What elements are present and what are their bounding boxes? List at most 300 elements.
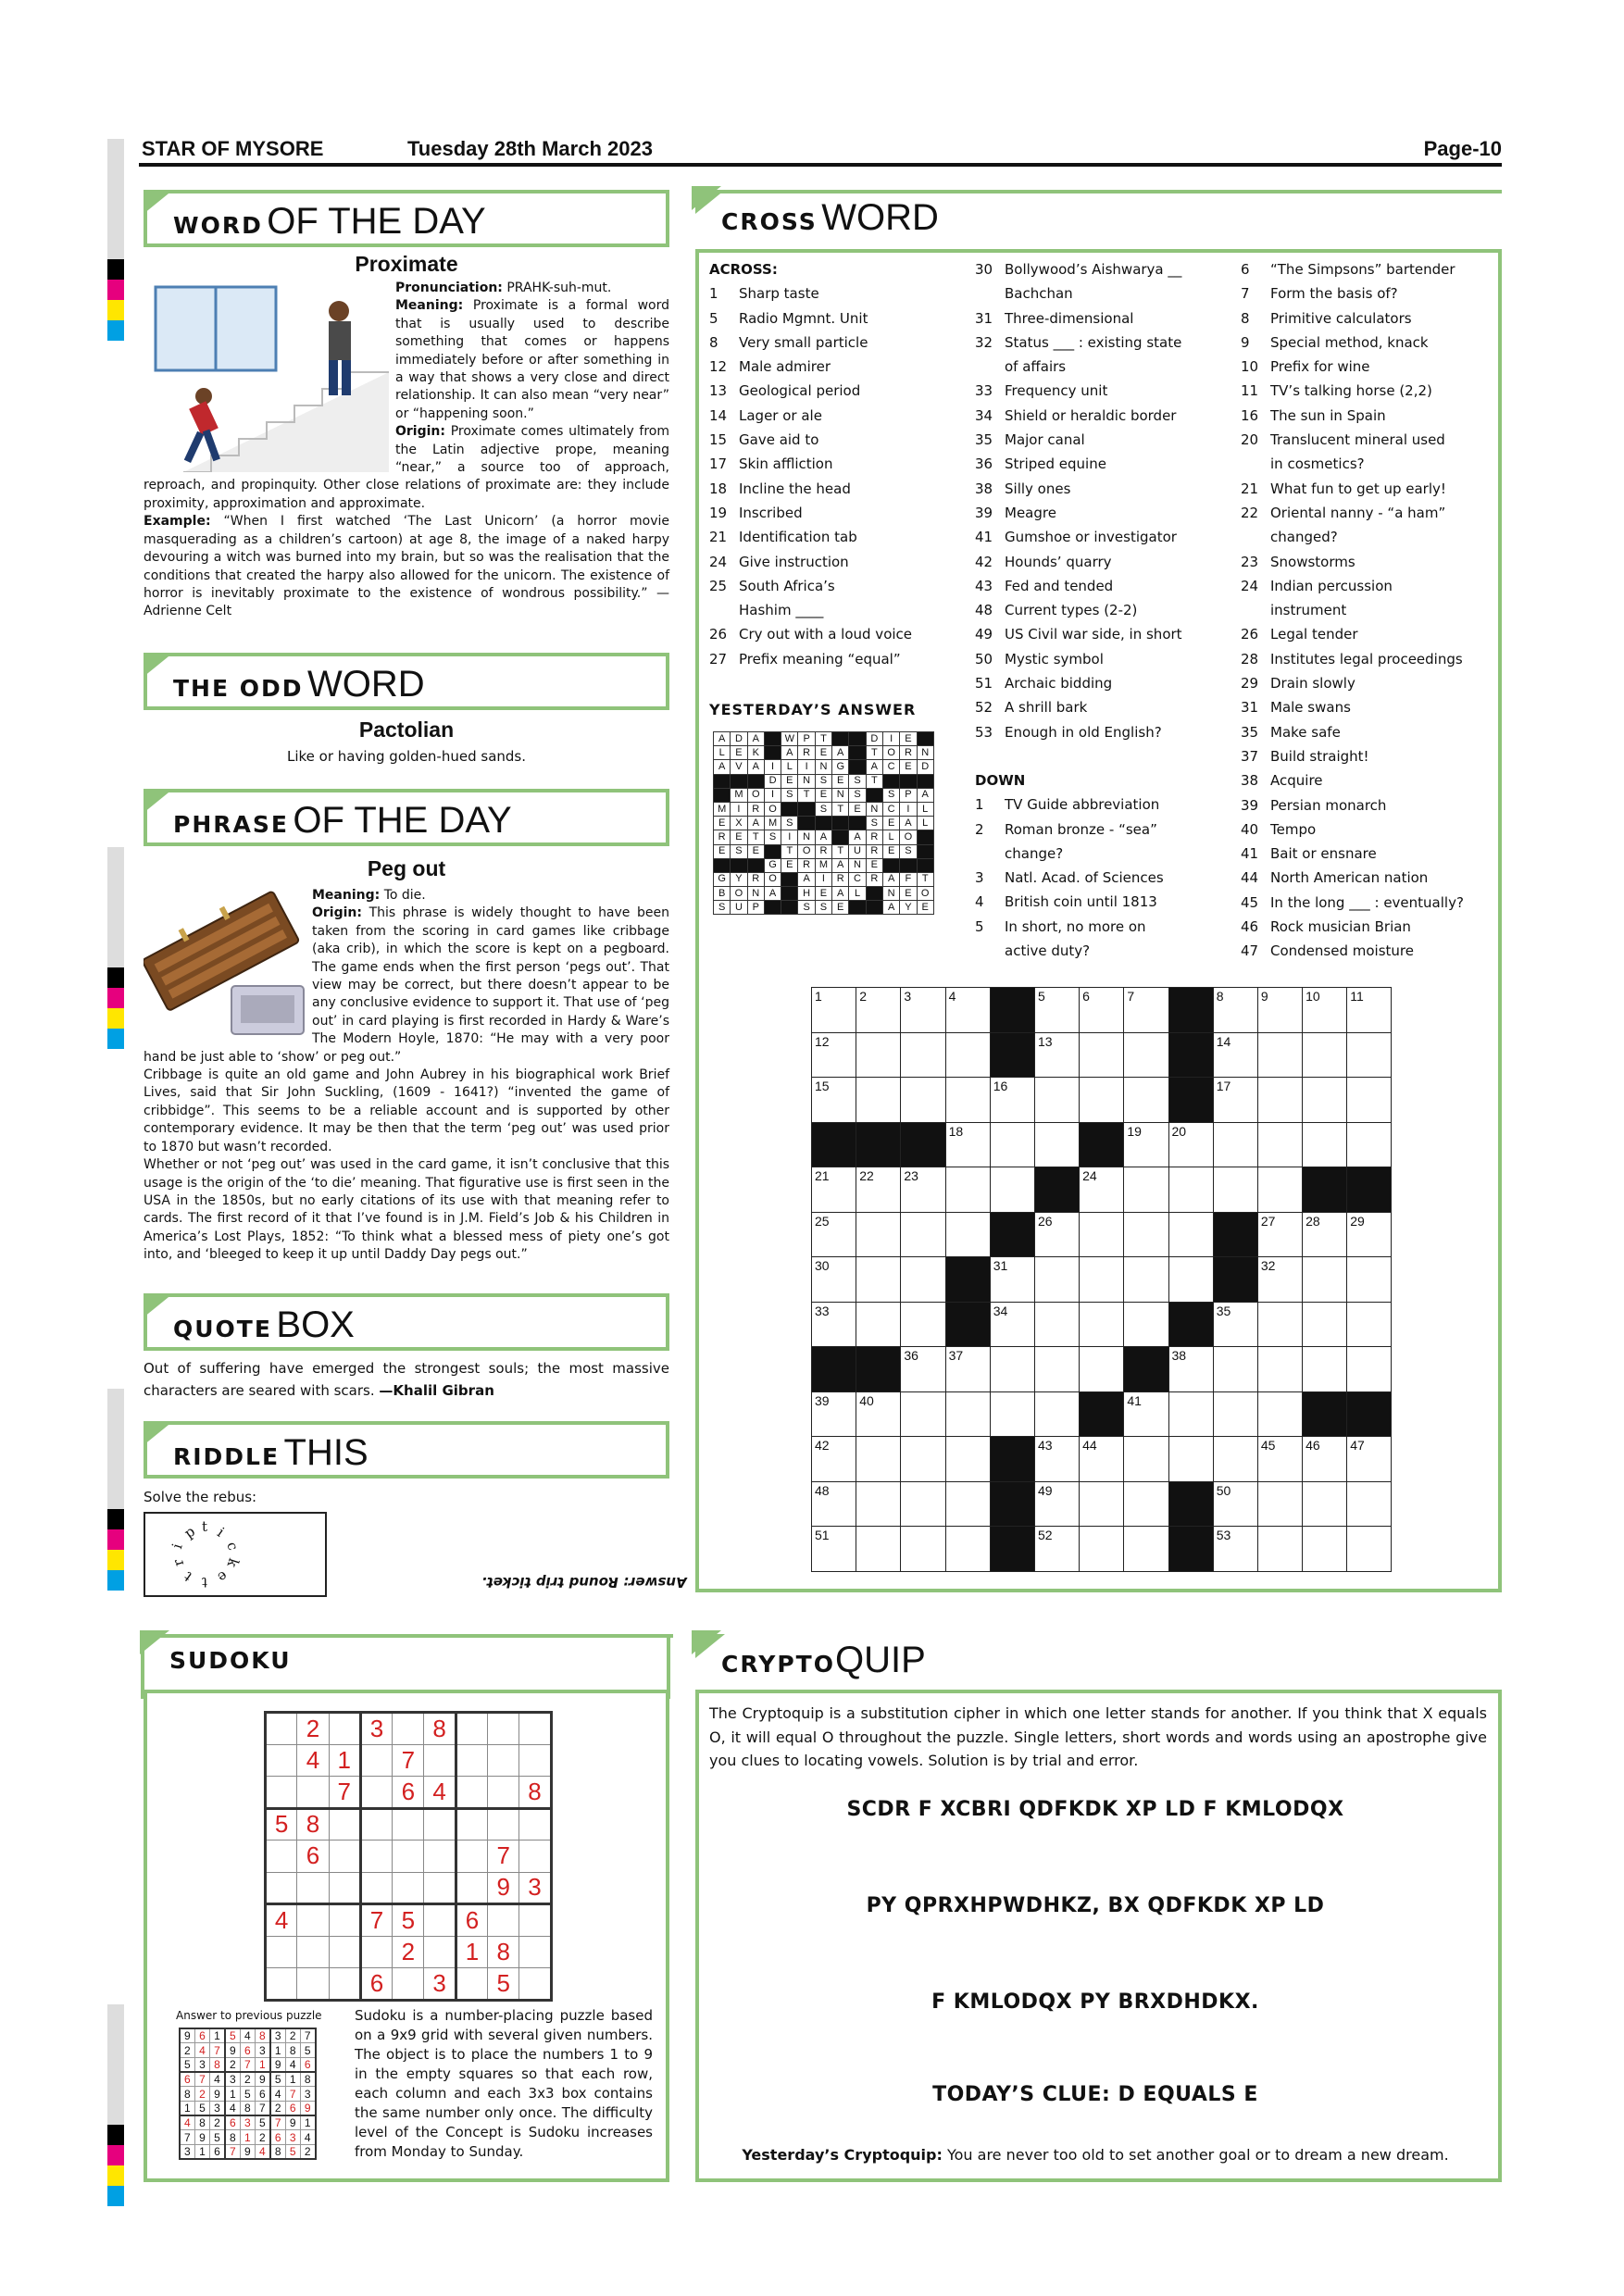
sudoku-cell[interactable] [393,1808,424,1841]
crossword-cell[interactable]: 24 [1080,1167,1124,1213]
crossword-cell[interactable]: 19 [1124,1122,1168,1167]
crossword-cell[interactable] [1257,1481,1302,1527]
sudoku-cell[interactable]: 8 [297,1808,329,1841]
crossword-cell[interactable] [1034,1078,1079,1123]
sudoku-cell[interactable] [360,1777,392,1809]
crossword-black-cell [990,1437,1034,1482]
sudoku-cell[interactable] [329,1808,360,1841]
crossword-cell[interactable]: 20 [1168,1122,1213,1167]
sudoku-cell[interactable] [266,1936,297,1968]
crossword-cell[interactable] [945,1032,990,1078]
crossword-cell[interactable] [901,1527,945,1572]
crossword-cell[interactable] [990,1347,1034,1392]
crossword-cell[interactable] [901,1481,945,1527]
previous-sudoku-cell: 6 [285,2101,300,2115]
crossword-cell[interactable] [990,1391,1034,1437]
answer-cell: A [866,760,882,774]
answer-cell: I [900,802,917,816]
crossword-cell[interactable] [1303,1302,1347,1347]
sudoku-cell[interactable] [424,1936,456,1968]
clue-number [975,355,1005,379]
sudoku-cell[interactable]: 7 [360,1904,392,1937]
answer-cell: W [781,732,798,746]
crossword-cell[interactable] [1034,1302,1079,1347]
previous-sudoku-cell: 2 [300,2145,315,2160]
crossword-cell[interactable] [1168,1391,1213,1437]
crossword-cell[interactable]: 16 [990,1078,1034,1123]
crossword-cell[interactable] [1303,1347,1347,1392]
sudoku-cell[interactable] [360,1936,392,1968]
crossword-cell[interactable]: 10 [1303,988,1347,1033]
crossword-cell[interactable] [1168,1167,1213,1213]
sudoku-cell[interactable] [456,1841,487,1873]
sudoku-cell[interactable] [519,1968,551,2001]
crossword-cell[interactable] [856,1527,901,1572]
crossword-cell[interactable]: 27 [1257,1212,1302,1257]
answer-cell: A [781,746,798,760]
crossword-cell[interactable]: 1 [812,988,856,1033]
sudoku-cell[interactable] [456,1713,487,1745]
answer-cell: S [815,802,831,816]
rebus-letter: p [181,1522,199,1541]
header-big-text: BOX [276,1304,355,1345]
sudoku-cell[interactable] [424,1744,456,1777]
crossword-cell[interactable]: 14 [1213,1032,1257,1078]
sudoku-cell[interactable] [456,1968,487,2001]
crossword-cell[interactable] [945,1078,990,1123]
sudoku-cell[interactable] [266,1713,297,1745]
crossword-cell[interactable]: 28 [1303,1212,1347,1257]
answer-cell: A [714,760,731,774]
clue-number: 30 [975,261,993,278]
clue-item [1241,744,1500,768]
crossword-cell[interactable]: 25 [812,1212,856,1257]
sudoku-cell[interactable]: 3 [519,1872,551,1904]
sudoku-cell[interactable]: 7 [393,1744,424,1777]
crossword-cell[interactable] [945,1527,990,1572]
sudoku-cell[interactable] [329,1872,360,1904]
answer-black-cell [731,774,747,788]
clue-number: 42 [975,553,993,570]
crossword-cell[interactable] [1347,1078,1392,1123]
clue-item [975,792,1234,817]
crossword-cell[interactable]: 32 [1257,1257,1302,1303]
sudoku-cell[interactable] [519,1841,551,1873]
sudoku-cell[interactable]: 7 [488,1841,519,1873]
sudoku-cell[interactable] [297,1872,329,1904]
clue-text: Gumshoe or investigator [1005,529,1177,546]
sudoku-cell[interactable] [297,1777,329,1809]
header-big-text: WORD [306,664,425,705]
crossword-cell[interactable] [1080,1527,1124,1572]
answer-cell: I [781,830,798,844]
crossword-cell[interactable] [1080,1481,1124,1527]
sudoku-cell[interactable] [519,1936,551,1968]
crossword-cell[interactable] [1080,1347,1124,1392]
crossword-black-cell [990,1527,1034,1572]
crossword-cell[interactable] [901,1391,945,1437]
clue-item [975,404,1234,428]
clue-number: 27 [709,650,728,668]
sudoku-cell[interactable] [424,1841,456,1873]
sudoku-cell[interactable] [519,1713,551,1745]
answer-cell: N [815,760,831,774]
clue-text: Gave aid to [739,431,819,449]
crossword-cell[interactable] [945,1481,990,1527]
crossword-cell[interactable] [901,1078,945,1123]
header-big-text: OF THE DAY [267,201,486,242]
crossword-cell[interactable]: 22 [856,1167,901,1213]
clue-item [1241,866,1500,890]
crossword-cell[interactable]: 46 [1303,1437,1347,1482]
crossword-cell[interactable]: 38 [1168,1347,1213,1392]
crossword-cell[interactable]: 7 [1124,988,1168,1033]
crossword-cell[interactable] [856,1481,901,1527]
crossword-cell[interactable] [1257,1078,1302,1123]
quote-author: —Khalil Gibran [379,1382,494,1399]
crossword-cell[interactable] [856,1032,901,1078]
clue-item [1241,647,1500,671]
sudoku-cell[interactable] [266,1777,297,1809]
answer-cell: I [731,802,747,816]
crossword-cell[interactable] [1303,1078,1347,1123]
sudoku-cell[interactable] [393,1872,424,1904]
answer-cell: G [714,872,731,886]
sudoku-cell[interactable] [456,1744,487,1777]
crossword-cell[interactable] [901,1437,945,1482]
sudoku-cell[interactable] [519,1808,551,1841]
sudoku-cell[interactable] [488,1777,519,1809]
sudoku-cell[interactable]: 4 [424,1777,456,1809]
sudoku-cell[interactable]: 1 [456,1936,487,1968]
clue-number: 41 [975,529,993,546]
sudoku-cell[interactable]: 6 [360,1968,392,2001]
crossword-cell[interactable] [1080,1032,1124,1078]
crossword-cell[interactable]: 48 [812,1481,856,1527]
crossword-cell[interactable]: 37 [945,1347,990,1392]
crossword-cell[interactable] [1347,1347,1392,1392]
answer-cell: N [747,887,764,901]
clue-text: Cry out with a loud voice [739,626,913,643]
sudoku-cell[interactable]: 7 [329,1777,360,1809]
crossword-cell[interactable]: 3 [901,988,945,1033]
sudoku-cell[interactable] [360,1872,392,1904]
cryptoquip-clue: TODAY’S CLUE: D EQUALS E [932,2083,1258,2106]
crossword-cell[interactable]: 34 [990,1302,1034,1347]
clue-text: A shrill bark [1005,699,1088,717]
crossword-cell[interactable]: 9 [1257,988,1302,1033]
cryptoquip-intro: The Cryptoquip is a substitution cipher in which one letter stands for another. If you think that X equals O, it will equal O throughout the puzzle. Single letters, short words and words using an apostrophe give you clues to locating vowels. Solution is by trial and error. [709,1704,1487,1769]
crossword-cell[interactable] [1168,1257,1213,1303]
crossword-cell[interactable] [1213,1437,1257,1482]
meaning-text: Proximate is a formal word that is usually used to describe something that comes or happens immediately before or after something in a way that shows a very close and direct relationship. It can also mean “very near” or “happening soon.” [395,298,670,421]
crossword-cell[interactable] [1124,1032,1168,1078]
crossword-cell[interactable]: 53 [1213,1527,1257,1572]
crossword-cell[interactable]: 51 [812,1527,856,1572]
clue-text: Legal tender [1270,626,1358,643]
crossword-cell[interactable] [1080,1078,1124,1123]
crossword-cell[interactable] [1034,1347,1079,1392]
crossword-cell[interactable] [1213,1167,1257,1213]
crossword-cell[interactable]: 43 [1034,1437,1079,1482]
sudoku-cell[interactable] [360,1744,392,1777]
crossword-cell[interactable]: 49 [1034,1481,1079,1527]
crossword-cell[interactable] [1303,1257,1347,1303]
sudoku-cell[interactable]: 5 [488,1968,519,2001]
sudoku-cell[interactable]: 9 [488,1872,519,1904]
crossword-black-cell [1213,1257,1257,1303]
crossword-cell[interactable]: 2 [856,988,901,1033]
crossword-cell[interactable]: 6 [1080,988,1124,1033]
crossword-cell[interactable] [1347,1481,1392,1527]
crossword-cell[interactable] [901,1032,945,1078]
crossword-cell[interactable] [1303,1122,1347,1167]
sudoku-cell[interactable]: 3 [360,1713,392,1745]
sudoku-cell[interactable] [329,1936,360,1968]
clue-text: Lager or ale [739,406,822,424]
sudoku-cell[interactable]: 2 [393,1936,424,1968]
crossword-cell[interactable] [1303,1032,1347,1078]
sudoku-cell[interactable] [519,1904,551,1937]
crossword-cell[interactable]: 31 [990,1257,1034,1303]
crossword-cell[interactable]: 17 [1213,1078,1257,1123]
crossword-cell[interactable]: 11 [1347,988,1392,1033]
sudoku-cell[interactable] [393,1713,424,1745]
sudoku-cell[interactable]: 8 [519,1777,551,1809]
sudoku-cell[interactable]: 5 [393,1904,424,1937]
answer-cell: N [917,746,933,760]
crossword-cell[interactable]: 42 [812,1437,856,1482]
crossword-cell[interactable] [901,1302,945,1347]
clue-text: Meagre [1005,504,1056,521]
crossword-cell[interactable]: 30 [812,1257,856,1303]
answer-cell: X [731,817,747,830]
sudoku-cell[interactable]: 2 [297,1713,329,1745]
sudoku-cell[interactable] [329,1713,360,1745]
answer-cell: C [882,802,899,816]
crossword-cell[interactable] [1303,1527,1347,1572]
crossword-cell[interactable] [1213,1347,1257,1392]
clue-number: 5 [709,309,718,327]
crossword-cell[interactable]: 5 [1034,988,1079,1033]
crossword-cell[interactable] [1347,1527,1392,1572]
odd-word-title: Pactolian [358,718,455,742]
crossword-cell[interactable] [1347,1122,1392,1167]
crossword-cell[interactable] [1257,1527,1302,1572]
sudoku-cell[interactable] [424,1904,456,1937]
crossword-cell[interactable] [945,1167,990,1213]
sudoku-cell[interactable] [360,1841,392,1873]
crossword-cell[interactable] [1124,1257,1168,1303]
crossword-cell[interactable] [856,1302,901,1347]
sudoku-cell[interactable] [424,1808,456,1841]
clue-text: Archaic bidding [1005,675,1113,693]
sudoku-cell[interactable] [297,1904,329,1937]
sudoku-cell[interactable] [456,1808,487,1841]
crossword-cell[interactable]: 36 [901,1347,945,1392]
crossword-cell[interactable]: 44 [1080,1437,1124,1482]
across-label: ACROSS: [709,261,778,278]
clue-item [1241,842,1500,866]
answer-black-cell [781,802,798,816]
crossword-cell[interactable]: 47 [1347,1437,1392,1482]
rebus-letter: t [181,1568,196,1586]
clue-text: Incline the head [739,480,851,497]
sudoku-cell[interactable]: 4 [266,1904,297,1937]
crossword-cell[interactable]: 29 [1347,1212,1392,1257]
crossword-cell[interactable] [901,1257,945,1303]
sudoku-cell[interactable] [488,1904,519,1937]
clue-item [975,281,1234,306]
crossword-cell[interactable]: 33 [812,1302,856,1347]
crossword-cell[interactable] [1168,1212,1213,1257]
crossword-cell[interactable] [1080,1212,1124,1257]
sudoku-cell[interactable]: 8 [424,1713,456,1745]
answer-black-cell [747,858,764,872]
crossword-cell[interactable] [1303,1481,1347,1527]
sudoku-cell[interactable] [266,1744,297,1777]
clue-item [1241,817,1500,842]
previous-sudoku-cell: 9 [225,2043,240,2058]
sudoku-cell[interactable]: 6 [456,1904,487,1937]
sudoku-cell[interactable] [488,1808,519,1841]
sudoku-cell[interactable] [297,1968,329,2001]
crossword-cell[interactable] [1257,1032,1302,1078]
answer-cell: A [917,788,933,802]
crossword-cell[interactable] [990,1122,1034,1167]
sudoku-cell[interactable] [266,1968,297,2001]
crossword-cell[interactable] [1257,1302,1302,1347]
answer-cell: O [917,887,933,901]
sudoku-cell[interactable]: 6 [297,1841,329,1873]
quote-body: Out of suffering have emerged the strongest souls; the most massive characters are seared with scars. [144,1360,669,1399]
crossword-cell[interactable] [1257,1347,1302,1392]
answer-black-cell [917,774,933,788]
crossword-cell[interactable] [856,1437,901,1482]
sudoku-cell[interactable] [329,1904,360,1937]
sudoku-cell[interactable] [488,1744,519,1777]
crossword-cell[interactable]: 15 [812,1078,856,1123]
sudoku-cell[interactable]: 4 [297,1744,329,1777]
crossword-cell[interactable] [945,1391,990,1437]
sudoku-cell[interactable] [488,1713,519,1745]
crossword-cell[interactable] [1347,1032,1392,1078]
clue-item [709,331,968,355]
sudoku-cell[interactable]: 8 [488,1936,519,1968]
previous-sudoku-cell: 5 [300,2043,315,2058]
sudoku-cell[interactable]: 5 [266,1808,297,1841]
previous-sudoku-cell: 7 [255,2101,269,2115]
sudoku-cell[interactable] [456,1872,487,1904]
crossword-cell[interactable] [856,1212,901,1257]
crossword-cell[interactable]: 18 [945,1122,990,1167]
crossword-cell[interactable] [1257,1122,1302,1167]
sudoku-cell[interactable] [393,1841,424,1873]
sudoku-cell[interactable] [456,1777,487,1809]
clue-number: 29 [1241,675,1259,693]
crossword-cell[interactable] [1080,1302,1124,1347]
sudoku-cell[interactable] [266,1872,297,1904]
crossword-cell[interactable]: 41 [1124,1391,1168,1437]
crossword-cell[interactable] [945,1437,990,1482]
crossword-cell[interactable] [1213,1122,1257,1167]
crossword-cell[interactable]: 45 [1257,1437,1302,1482]
clue-number: 35 [1241,723,1259,741]
answer-cell: R [866,830,882,844]
answer-cell: E [731,830,747,844]
crossword-cell[interactable] [1124,1167,1168,1213]
sudoku-cell[interactable] [519,1744,551,1777]
crossword-cell[interactable] [1213,1391,1257,1437]
sudoku-description: Sudoku is a number-placing puzzle based on a 9x9 grid with several given numbers. The object is to place the numbers 1 to 9 in the empty squares so that each row, each column and each 3x3 box contains the same number only once. The difficulty level of the Concept is Sudoku increases from Monday to Sunday. [355,2007,653,2160]
crossword-cell[interactable]: 21 [812,1167,856,1213]
crossword-cell[interactable] [1124,1302,1168,1347]
sudoku-cell[interactable] [297,1936,329,1968]
crossword-cell[interactable]: 39 [812,1391,856,1437]
crossword-cell[interactable]: 50 [1213,1481,1257,1527]
crossword-cell[interactable]: 8 [1213,988,1257,1033]
crossword-cell[interactable] [1347,1302,1392,1347]
header-small-text: WORD [173,212,263,239]
crossword-cell[interactable] [1257,1391,1302,1437]
crossword-cell[interactable]: 12 [812,1032,856,1078]
sudoku-cell[interactable] [360,1808,392,1841]
sudoku-cell[interactable]: 6 [393,1777,424,1809]
crossword-cell[interactable] [1080,1257,1124,1303]
crossword-cell[interactable]: 52 [1034,1527,1079,1572]
yesterday-cryptoquip-text: You are never too old to set another goal or to dream a new dream. [946,2146,1449,2164]
answer-cell: M [764,817,781,830]
crossword-cell[interactable] [1124,1078,1168,1123]
crossword-cell[interactable] [1347,1257,1392,1303]
crossword-cell[interactable] [1034,1391,1079,1437]
crossword-cell[interactable] [1124,1527,1168,1572]
sudoku-cell[interactable] [329,1968,360,2001]
answer-black-cell [764,746,781,760]
answer-black-cell [798,817,815,830]
crossword-cell[interactable] [1034,1257,1079,1303]
crossword-cell[interactable] [990,1167,1034,1213]
sudoku-cell[interactable] [424,1872,456,1904]
clue-text: North American nation [1270,869,1429,887]
crossword-cell[interactable] [1124,1212,1168,1257]
crossword-cell[interactable]: 26 [1034,1212,1079,1257]
crossword-cell[interactable] [901,1212,945,1257]
crossword-cell[interactable] [1257,1167,1302,1213]
answer-cell: T [798,788,815,802]
crossword-cell[interactable] [945,1212,990,1257]
crossword-cell[interactable] [1124,1437,1168,1482]
crossword-cell[interactable] [1124,1481,1168,1527]
crossword-cell[interactable] [1034,1122,1079,1167]
sudoku-cell[interactable] [266,1841,297,1873]
sudoku-cell[interactable]: 1 [329,1744,360,1777]
crossword-cell[interactable]: 4 [945,988,990,1033]
crossword-cell[interactable]: 23 [901,1167,945,1213]
crossword-cell[interactable]: 13 [1034,1032,1079,1078]
crossword-cell[interactable] [1168,1437,1213,1482]
crossword-cell[interactable]: 35 [1213,1302,1257,1347]
clue-text: Make safe [1270,723,1341,741]
sudoku-cell[interactable]: 3 [424,1968,456,2001]
sudoku-header [144,1634,669,1693]
crossword-cell[interactable]: 40 [856,1391,901,1437]
crossword-cell[interactable] [856,1257,901,1303]
clue-item [1241,793,1500,817]
sudoku-cell[interactable] [329,1841,360,1873]
sudoku-cell[interactable] [393,1968,424,2001]
crossword-cell[interactable] [856,1078,901,1123]
